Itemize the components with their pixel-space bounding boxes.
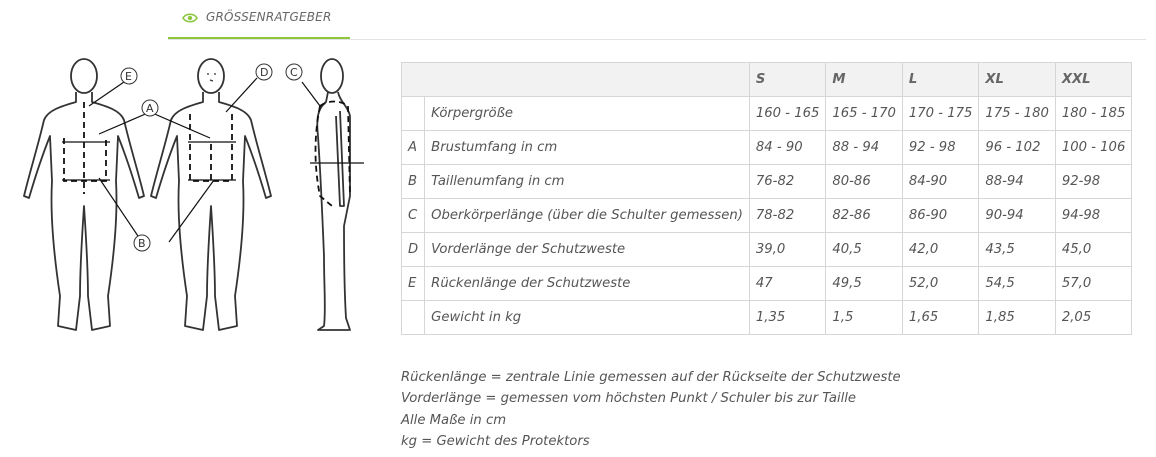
row-value: 170 - 175 <box>902 97 978 131</box>
row-value: 45,0 <box>1055 233 1131 267</box>
row-value: 100 - 106 <box>1055 131 1131 165</box>
note-line: Vorderlänge = gemessen vom höchsten Punkt / Schuler bis zur Taille <box>401 391 857 407</box>
row-letter <box>402 97 425 131</box>
table-row <box>402 165 1132 199</box>
row-value: 43,5 <box>979 233 1055 267</box>
marker-c <box>286 64 302 80</box>
row-value: 180 - 185 <box>1055 97 1131 131</box>
row-letter <box>402 301 425 335</box>
measurement-notes <box>401 367 901 452</box>
size-table <box>401 62 1132 335</box>
svg-text:C: C <box>290 66 298 79</box>
row-value: 86-90 <box>902 199 978 233</box>
row-value: 2,05 <box>1055 301 1131 335</box>
row-value: 90-94 <box>979 199 1055 233</box>
row-letter: D <box>402 233 425 267</box>
table-row <box>402 301 1132 335</box>
row-value: 1,65 <box>902 301 978 335</box>
figure-front <box>151 59 271 330</box>
table-header-blank <box>402 63 750 97</box>
table-row <box>402 267 1132 301</box>
marker-e <box>121 68 137 84</box>
note-line: Alle Maße in cm <box>401 412 507 428</box>
size-header: XXL <box>1055 63 1131 97</box>
row-value: 1,85 <box>979 301 1055 335</box>
row-value: 160 - 165 <box>749 97 825 131</box>
row-value: 1,35 <box>749 301 825 335</box>
tab-size-guide[interactable] <box>168 0 350 39</box>
table-row <box>402 131 1132 165</box>
row-label: Körpergröße <box>425 97 750 131</box>
row-label: Rückenlänge der Schutzweste <box>425 267 750 301</box>
row-value: 40,5 <box>826 233 902 267</box>
svg-text:E: E <box>125 70 132 83</box>
marker-a <box>142 100 158 116</box>
row-value: 52,0 <box>902 267 978 301</box>
row-letter: B <box>402 165 425 199</box>
figure-back <box>24 59 144 330</box>
row-letter: C <box>402 199 425 233</box>
tab-bar <box>168 0 1146 40</box>
row-value: 165 - 170 <box>826 97 902 131</box>
size-header: L <box>902 63 978 97</box>
row-letter: E <box>402 267 425 301</box>
row-value: 49,5 <box>826 267 902 301</box>
size-header: XL <box>979 63 1055 97</box>
row-value: 1,5 <box>826 301 902 335</box>
note-line: Rückenlänge = zentrale Linie gemessen auf der Rückseite der Schutzweste <box>401 370 901 385</box>
row-value: 78-82 <box>749 199 825 233</box>
row-value: 88-94 <box>979 165 1055 199</box>
size-header: M <box>826 63 902 97</box>
note-line: kg = Gewicht des Protektors <box>401 433 590 449</box>
marker-b <box>134 235 150 251</box>
row-value: 82-86 <box>826 199 902 233</box>
table-header-row <box>402 63 1132 97</box>
row-value: 39,0 <box>749 233 825 267</box>
table-row <box>402 199 1132 233</box>
row-label: Oberkörperlänge (über die Schulter gemessen) <box>425 199 750 233</box>
measurement-figures <box>14 56 384 341</box>
row-value: 57,0 <box>1055 267 1131 301</box>
table-row <box>402 233 1132 267</box>
row-value: 92 - 98 <box>902 131 978 165</box>
row-value: 96 - 102 <box>979 131 1055 165</box>
row-label: Vorderlänge der Schutzweste <box>425 233 750 267</box>
row-value: 42,0 <box>902 233 978 267</box>
row-value: 84 - 90 <box>749 131 825 165</box>
row-value: 80-86 <box>826 165 902 199</box>
svg-text:D: D <box>260 66 269 79</box>
row-label: Gewicht in kg <box>425 301 750 335</box>
row-label: Brustumfang in cm <box>425 131 750 165</box>
svg-text:A: A <box>146 102 154 115</box>
row-value: 84-90 <box>902 165 978 199</box>
svg-text:B: B <box>138 237 146 250</box>
figure-side <box>317 59 350 330</box>
row-value: 94-98 <box>1055 199 1131 233</box>
row-value: 47 <box>749 267 825 301</box>
marker-d <box>256 64 272 80</box>
row-value: 76-82 <box>749 165 825 199</box>
row-value: 88 - 94 <box>826 131 902 165</box>
size-header: S <box>749 63 825 97</box>
row-label: Taillenumfang in cm <box>425 165 750 199</box>
table-row <box>402 97 1132 131</box>
row-value: 92-98 <box>1055 165 1131 199</box>
eye-icon <box>182 12 198 24</box>
row-value: 54,5 <box>979 267 1055 301</box>
row-value: 175 - 180 <box>979 97 1055 131</box>
row-letter: A <box>402 131 425 165</box>
tab-label: GRÖSSENRATGEBER <box>206 10 332 24</box>
